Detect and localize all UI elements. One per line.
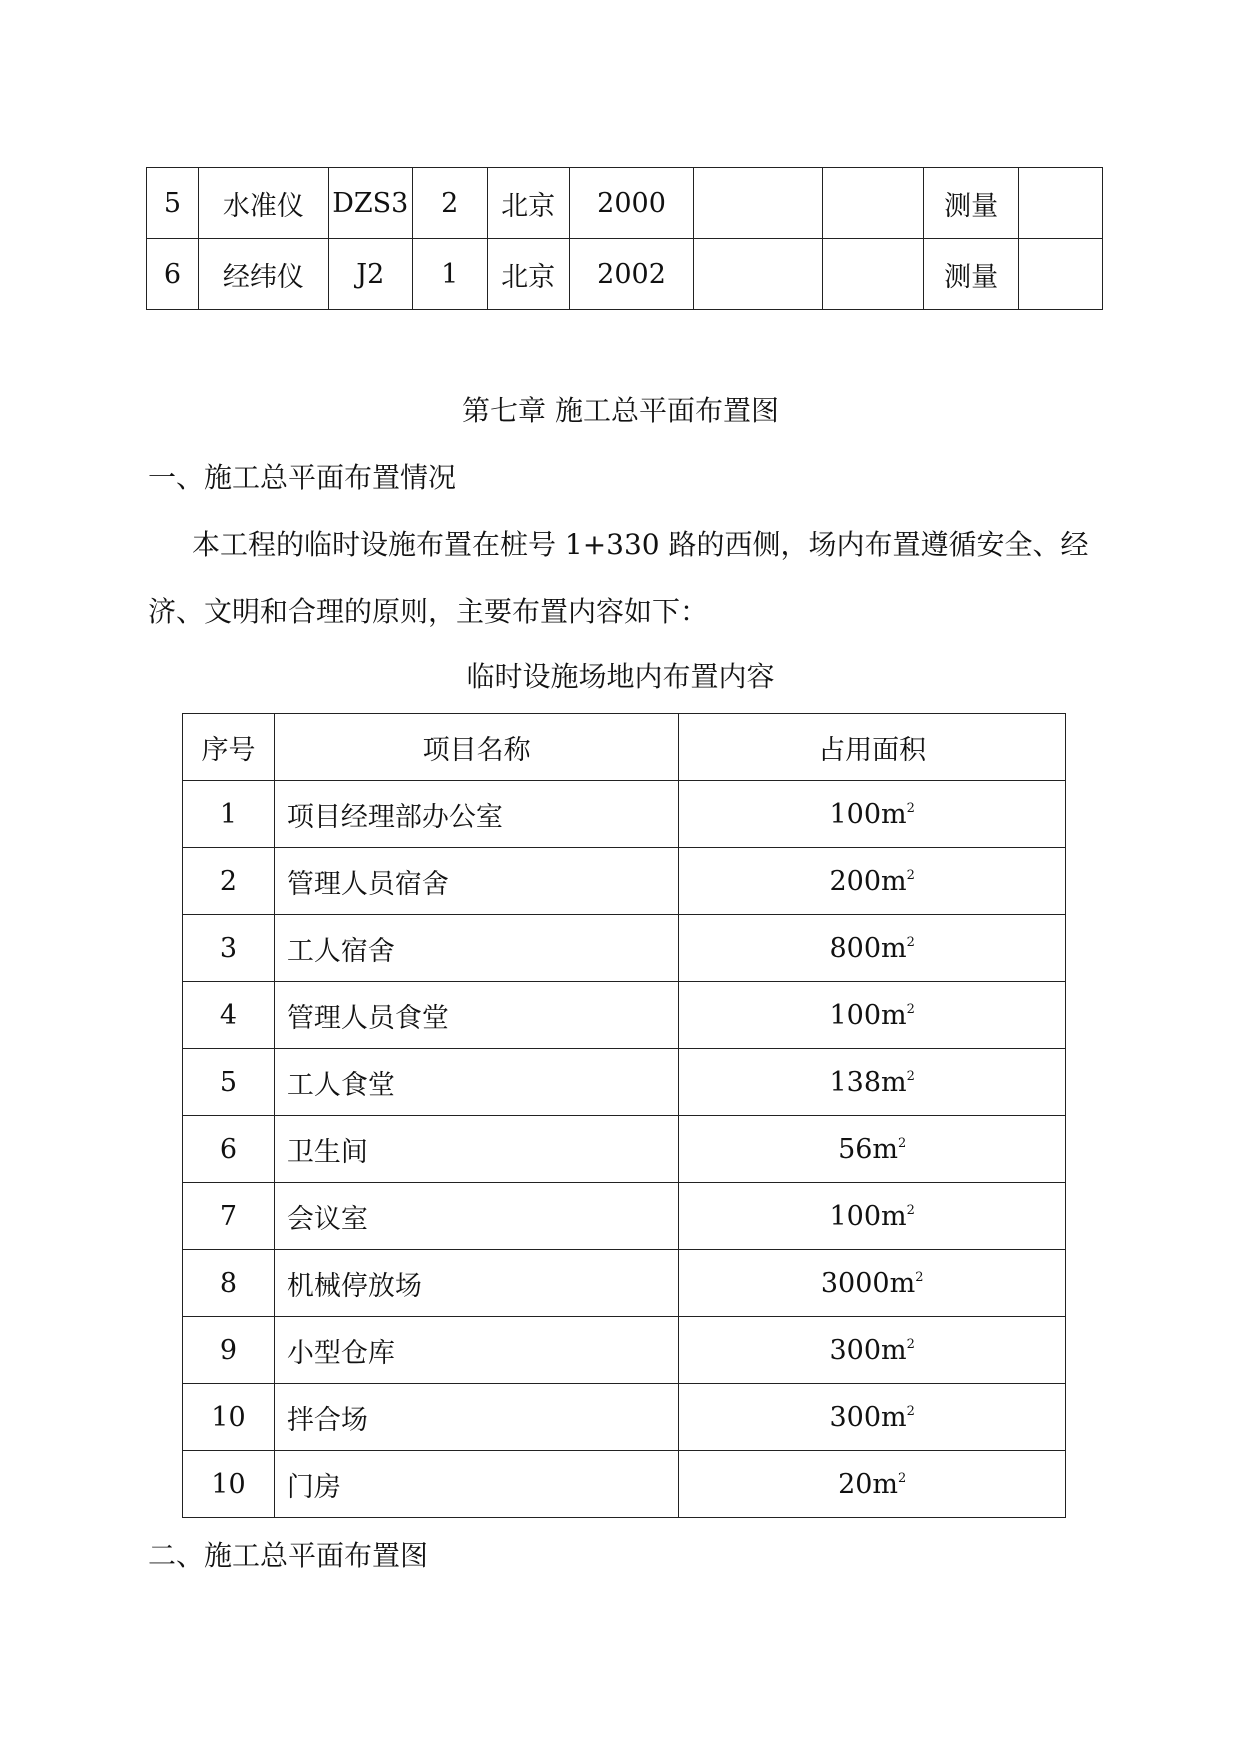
table-row bbox=[183, 1451, 1066, 1518]
facility-no: 6 bbox=[183, 1116, 275, 1183]
facility-name: 管理人员宿舍 bbox=[274, 848, 678, 915]
area-unit-exponent: 2 bbox=[906, 1336, 915, 1352]
area-value: 800 bbox=[829, 932, 882, 964]
table-row bbox=[183, 915, 1066, 982]
equip-qty: 1 bbox=[412, 239, 487, 310]
equip-year: 2002 bbox=[569, 239, 694, 310]
area-unit: m bbox=[881, 865, 907, 897]
equip-origin: 北京 bbox=[487, 239, 569, 310]
facility-name: 管理人员食堂 bbox=[274, 982, 678, 1049]
facility-name: 拌合场 bbox=[274, 1384, 678, 1451]
facility-name: 工人食堂 bbox=[274, 1049, 678, 1116]
header-area: 占用面积 bbox=[679, 714, 1066, 781]
header-name: 项目名称 bbox=[274, 714, 678, 781]
table-row bbox=[183, 1317, 1066, 1384]
facility-area bbox=[679, 1451, 1066, 1518]
facility-name: 门房 bbox=[274, 1451, 678, 1518]
table-row bbox=[147, 239, 1103, 310]
area-unit-exponent: 2 bbox=[906, 1068, 915, 1084]
area-value: 100 bbox=[829, 999, 882, 1031]
facility-no: 3 bbox=[183, 915, 275, 982]
area-value: 56 bbox=[838, 1133, 873, 1165]
header-no: 序号 bbox=[183, 714, 275, 781]
facility-name: 机械停放场 bbox=[274, 1250, 678, 1317]
equip-year: 2000 bbox=[569, 168, 694, 239]
area-unit-exponent: 2 bbox=[898, 1470, 907, 1486]
table-row bbox=[183, 1250, 1066, 1317]
facility-name: 项目经理部办公室 bbox=[274, 781, 678, 848]
facility-area bbox=[679, 982, 1066, 1049]
table-row bbox=[183, 848, 1066, 915]
table-row bbox=[183, 982, 1066, 1049]
section-heading-1: 一、施工总平面布置情况 bbox=[148, 461, 457, 494]
facility-name: 小型仓库 bbox=[274, 1317, 678, 1384]
area-value: 138 bbox=[829, 1066, 882, 1098]
area-unit-exponent: 2 bbox=[906, 1001, 915, 1017]
area-unit: m bbox=[881, 798, 907, 830]
equip-col7 bbox=[694, 239, 823, 310]
area-unit-exponent: 2 bbox=[906, 1403, 915, 1419]
area-unit-exponent: 2 bbox=[906, 800, 915, 816]
area-unit: m bbox=[881, 1200, 907, 1232]
area-unit: m bbox=[881, 932, 907, 964]
facility-area bbox=[679, 1250, 1066, 1317]
equip-col10 bbox=[1019, 168, 1103, 239]
facility-area bbox=[679, 1049, 1066, 1116]
area-unit-exponent: 2 bbox=[906, 1202, 915, 1218]
facility-no: 5 bbox=[183, 1049, 275, 1116]
facility-no: 9 bbox=[183, 1317, 275, 1384]
area-value: 3000 bbox=[820, 1267, 890, 1299]
area-unit-exponent: 2 bbox=[906, 934, 915, 950]
facility-area bbox=[679, 915, 1066, 982]
facility-name: 会议室 bbox=[274, 1183, 678, 1250]
facility-no: 2 bbox=[183, 848, 275, 915]
facility-area bbox=[679, 1384, 1066, 1451]
facility-table bbox=[182, 713, 1066, 1518]
area-value: 300 bbox=[829, 1334, 882, 1366]
area-value: 100 bbox=[829, 1200, 882, 1232]
table-row bbox=[147, 168, 1103, 239]
table-row bbox=[183, 1116, 1066, 1183]
equip-col8 bbox=[823, 168, 924, 239]
area-value: 200 bbox=[829, 865, 882, 897]
equip-qty: 2 bbox=[412, 168, 487, 239]
area-value: 300 bbox=[829, 1401, 882, 1433]
table-header-row bbox=[183, 714, 1066, 781]
table-row bbox=[183, 781, 1066, 848]
area-unit: m bbox=[881, 1066, 907, 1098]
table-caption: 临时设施场地内布置内容 bbox=[466, 660, 775, 693]
table-row bbox=[183, 1183, 1066, 1250]
area-value: 20 bbox=[838, 1468, 873, 1500]
chapter-title: 第七章 施工总平面布置图 bbox=[462, 394, 779, 427]
equip-use: 测量 bbox=[924, 239, 1019, 310]
equip-col7 bbox=[694, 168, 823, 239]
facility-no: 1 bbox=[183, 781, 275, 848]
area-unit-exponent: 2 bbox=[898, 1135, 907, 1151]
equip-model: J2 bbox=[328, 239, 412, 310]
facility-no: 10 bbox=[183, 1384, 275, 1451]
area-unit: m bbox=[872, 1133, 899, 1165]
facility-area bbox=[679, 1183, 1066, 1250]
area-unit: m bbox=[889, 1267, 916, 1299]
facility-no: 10 bbox=[183, 1451, 275, 1518]
area-unit: m bbox=[872, 1468, 899, 1500]
equip-name: 水准仪 bbox=[198, 168, 328, 239]
equip-origin: 北京 bbox=[487, 168, 569, 239]
area-unit: m bbox=[881, 999, 907, 1031]
area-value: 100 bbox=[829, 798, 882, 830]
equip-no: 5 bbox=[147, 168, 199, 239]
facility-name: 卫生间 bbox=[274, 1116, 678, 1183]
area-unit-exponent: 2 bbox=[906, 867, 915, 883]
facility-no: 4 bbox=[183, 982, 275, 1049]
table-row bbox=[183, 1384, 1066, 1451]
table-row bbox=[183, 1049, 1066, 1116]
paragraph-line-2: 济、文明和合理的原则，主要布置内容如下： bbox=[148, 595, 709, 628]
area-unit: m bbox=[881, 1401, 907, 1433]
facility-no: 8 bbox=[183, 1250, 275, 1317]
equip-use: 测量 bbox=[924, 168, 1019, 239]
equip-model: DZS3 bbox=[328, 168, 412, 239]
equip-col10 bbox=[1019, 239, 1103, 310]
area-unit-exponent: 2 bbox=[915, 1269, 924, 1285]
facility-area bbox=[679, 1116, 1066, 1183]
equip-no: 6 bbox=[147, 239, 199, 310]
paragraph-line-1: 本工程的临时设施布置在桩号 1+330 路的西侧，场内布置遵循安全、经 bbox=[192, 528, 1089, 561]
facility-name: 工人宿舍 bbox=[274, 915, 678, 982]
facility-area bbox=[679, 848, 1066, 915]
equip-col8 bbox=[823, 239, 924, 310]
facility-no: 7 bbox=[183, 1183, 275, 1250]
area-unit: m bbox=[881, 1334, 907, 1366]
section-heading-2: 二、施工总平面布置图 bbox=[148, 1539, 429, 1572]
equipment-table bbox=[146, 167, 1103, 310]
facility-area bbox=[679, 781, 1066, 848]
equip-name: 经纬仪 bbox=[198, 239, 328, 310]
facility-area bbox=[679, 1317, 1066, 1384]
